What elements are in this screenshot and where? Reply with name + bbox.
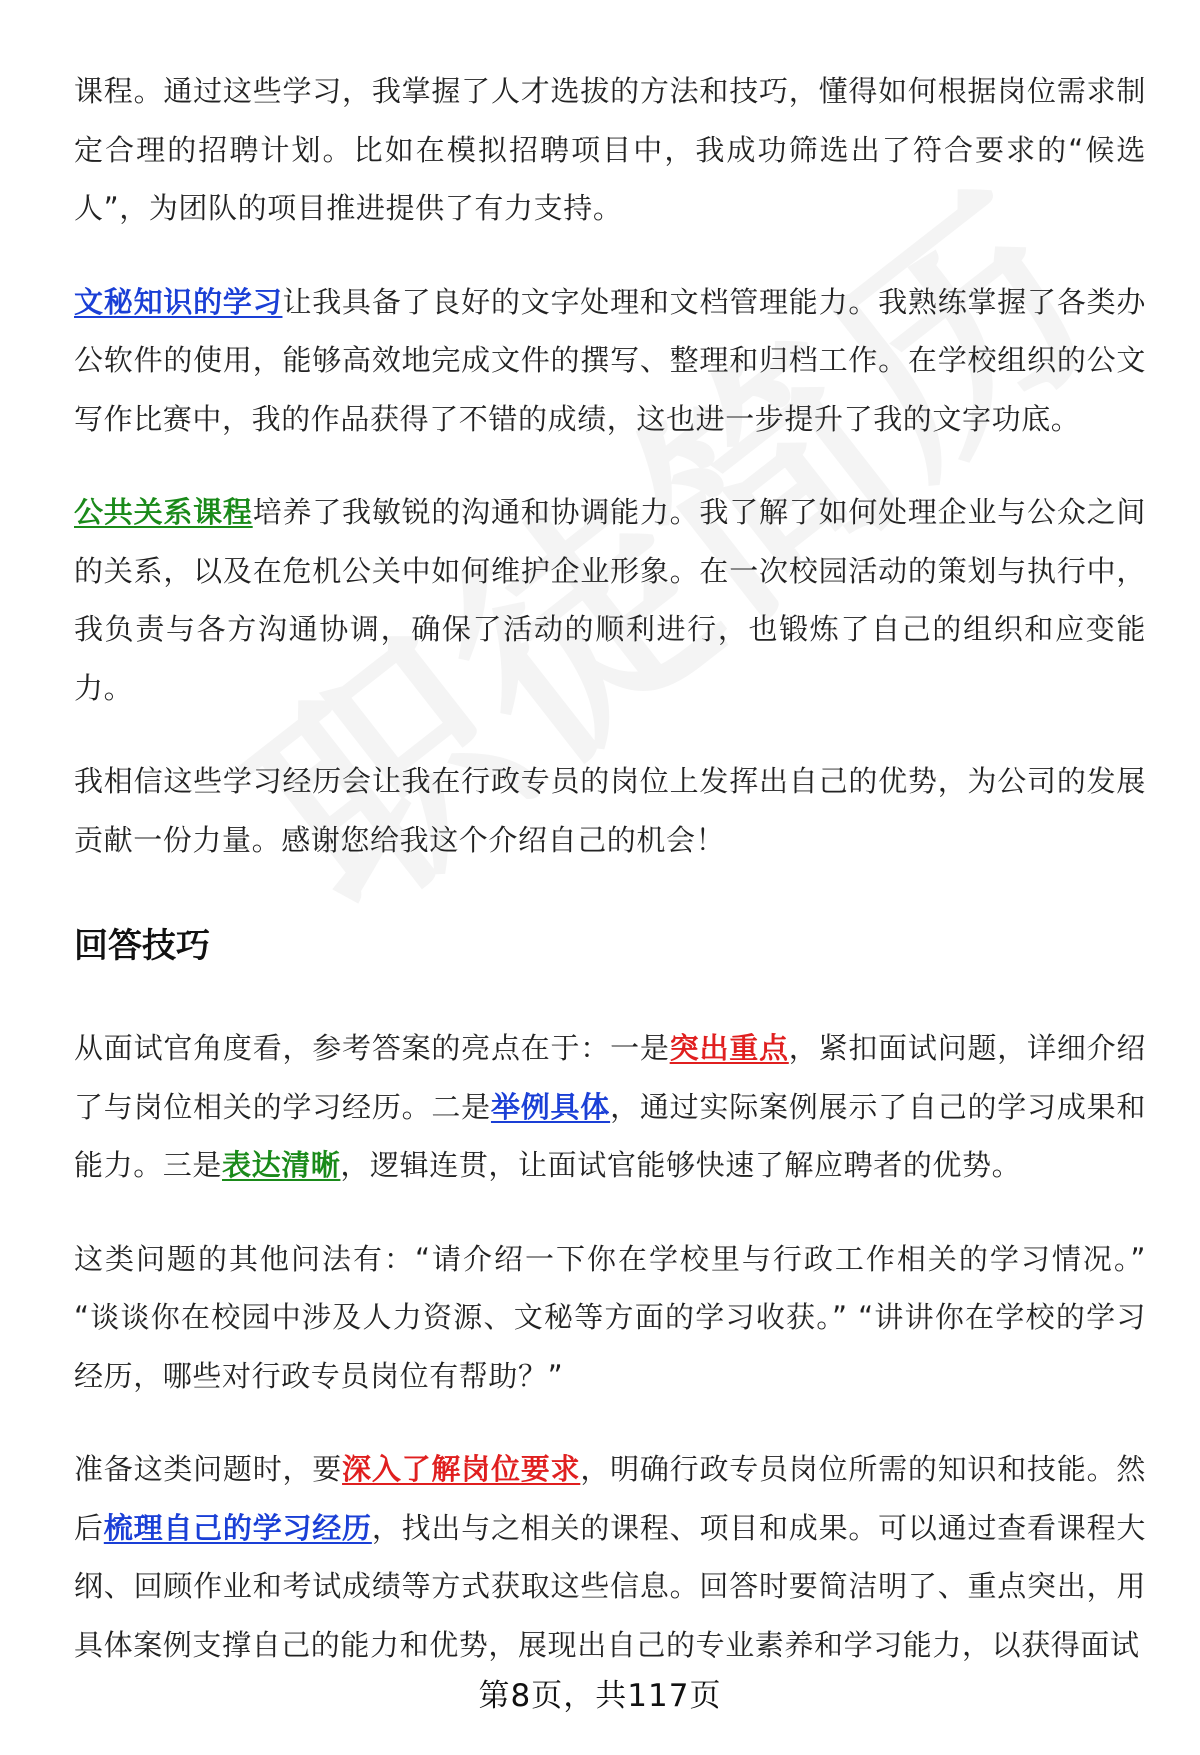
paragraph-text: 准备这类问题时，要 xyxy=(74,1452,343,1486)
paragraph-text: ，通过实际案例展示了自己的学习成果和能力。三是 xyxy=(74,1089,1146,1182)
paragraph-text: 课程。通过这些学习，我掌握了人才选拔的方法和技巧，懂得如何根据岗位需求制定合理的招聘计划。比如在模拟招聘项目中，我成功筛选出了符合要求的“候选人”，为团队的项目推进提供了有力支持。 xyxy=(74,74,1146,225)
paragraph xyxy=(74,273,1146,449)
paragraph-text: ，明确行政专员岗位所需的知识和技能。然后 xyxy=(74,1452,1146,1545)
highlighted-phrase: 公共关系课程 xyxy=(74,495,253,529)
paragraph-text: ，紧扣面试问题，详细介绍了与岗位相关的学习经历。二是 xyxy=(74,1031,1147,1124)
paragraph xyxy=(74,1230,1146,1406)
paragraph-text: 我相信这些学习经历会让我在行政专员的岗位上发挥出自己的优势，为公司的发展贡献一份力量。感谢您给我这个介绍自己的机会！ xyxy=(74,764,1146,857)
highlighted-phrase: 深入了解岗位要求 xyxy=(342,1452,581,1486)
tips-section xyxy=(74,1019,1146,1674)
paragraph-text: 培养了我敏锐的沟通和协调能力。我了解了如何处理企业与公众之间的关系，以及在危机公关中如何维护企业形象。在一次校园活动的策划与执行中，我负责与各方沟通协调，确保了活动的顺利进行，也锻炼了自己的组织和应变能力。 xyxy=(74,495,1146,705)
paragraph xyxy=(74,1440,1146,1674)
section-heading: 回答技巧 xyxy=(74,926,210,966)
paragraph xyxy=(74,62,1146,238)
paragraph-text: 让我具备了良好的文字处理和文档管理能力。我熟练掌握了各类办公软件的使用，能够高效地完成文件的撰写、整理和归档工作。在学校组织的公文写作比赛中，我的作品获得了不错的成绩，这也进一步提升了我的文字功底。 xyxy=(74,284,1146,436)
page-footer: 第8页，共117页 xyxy=(478,1678,722,1714)
answer-section xyxy=(74,62,1146,869)
highlighted-phrase: 文秘知识的学习 xyxy=(74,284,283,319)
highlighted-phrase: 表达清晰 xyxy=(222,1148,341,1182)
highlighted-phrase: 突出重点 xyxy=(669,1031,789,1065)
paragraph xyxy=(74,752,1146,869)
paragraph-text: 这类问题的其他问法有：“请介绍一下你在学校里与行政工作相关的学习情况。” “谈谈你在校园中涉及人力资源、文秘等方面的学习收获。” “讲讲你在学校的学习经历，哪些对行政专员岗位有帮助？” xyxy=(74,1241,1146,1393)
document-page xyxy=(74,62,1146,1709)
paragraph-text: ，找出与之相关的课程、项目和成果。可以通过查看课程大纲、回顾作业和考试成绩等方式获取这些信息。回答时要简洁明了、重点突出，用具体案例支撑自己的能力和优势，展现出自己的专业素养和学习能力，以获得面试 xyxy=(74,1510,1146,1662)
paragraph-text: 从面试官角度看，参考答案的亮点在于：一是 xyxy=(74,1031,670,1065)
paragraph-text: ，逻辑连贯，让面试官能够快速了解应聘者的优势。 xyxy=(340,1148,1022,1182)
paragraph xyxy=(74,483,1146,717)
highlighted-phrase: 梳理自己的学习经历 xyxy=(103,1510,372,1545)
paragraph xyxy=(74,1019,1146,1195)
highlighted-phrase: 举例具体 xyxy=(490,1089,611,1124)
